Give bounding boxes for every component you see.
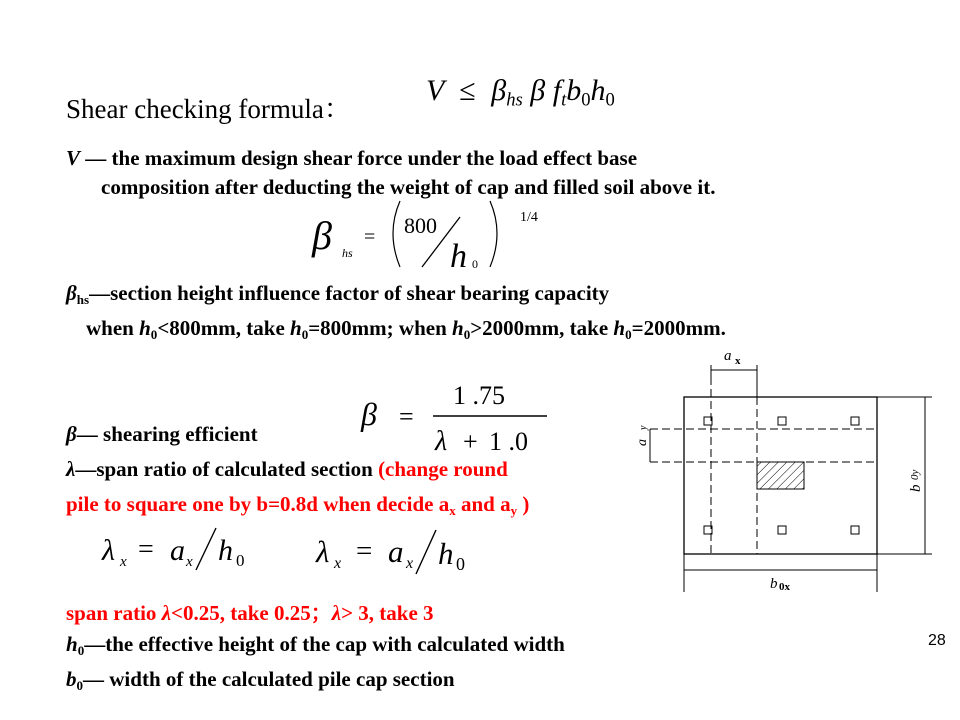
b0y-label: b bbox=[908, 484, 924, 492]
lf1-lambda: λ bbox=[102, 534, 115, 567]
when-p3: =800mm; when bbox=[308, 316, 453, 340]
when-s4: 0 bbox=[625, 326, 632, 342]
beta-hs-formula-exp: 1/4 bbox=[520, 210, 538, 225]
lambda-line2-subx: x bbox=[449, 502, 456, 518]
lambda-symbol: λ bbox=[66, 457, 76, 481]
beta-hs-text: —section height influence factor of shear bearing capacity bbox=[89, 281, 610, 305]
b0-sub: 0 bbox=[76, 677, 84, 693]
lf1-h-sub: 0 bbox=[236, 551, 245, 570]
beta-hs-formula-eq: = bbox=[364, 226, 376, 248]
beta-hs-formula-num: 800 bbox=[404, 213, 437, 238]
lambda-red-text: (change round bbox=[378, 457, 508, 481]
pile-square bbox=[851, 417, 859, 425]
lambda-line2-end: ) bbox=[517, 492, 530, 516]
lambda-definition-line1 bbox=[66, 457, 508, 482]
beta-formula-den: 1 .0 bbox=[489, 427, 528, 456]
lf2-slash bbox=[416, 530, 436, 574]
ay-label-sub: y bbox=[638, 425, 649, 430]
beta-formula-beta: β bbox=[361, 396, 377, 432]
lambda-line2-suby: y bbox=[510, 502, 518, 518]
right-paren bbox=[490, 201, 497, 267]
formula-v: V bbox=[426, 74, 444, 107]
lf2-eq: = bbox=[356, 535, 373, 567]
when-p1: when bbox=[86, 316, 140, 340]
beta-hs-formula bbox=[300, 195, 560, 275]
lambda-definition-line2 bbox=[66, 492, 529, 519]
lf1-slash bbox=[196, 528, 216, 570]
beta-formula bbox=[355, 378, 565, 458]
formula-f-sub: t bbox=[561, 89, 567, 111]
ay-label: a bbox=[635, 439, 650, 446]
span-a: span ratio bbox=[66, 601, 162, 625]
beta-hs-formula-sub: hs bbox=[342, 246, 353, 260]
beta-hs-formula-den-sub: 0 bbox=[472, 257, 478, 271]
span-lam2: λ bbox=[331, 601, 342, 625]
when-h2: h bbox=[290, 316, 302, 340]
b0y-label-sub: 0y bbox=[909, 469, 921, 480]
formula-leq: ≤ bbox=[459, 74, 476, 107]
span-lam1: λ bbox=[161, 601, 172, 625]
lf1-a: a bbox=[170, 534, 185, 567]
formula-beta-hs-sub: hs bbox=[506, 89, 523, 111]
when-h3: h bbox=[452, 316, 464, 340]
main-shear-formula bbox=[426, 74, 615, 112]
b0-definition bbox=[66, 667, 455, 694]
lf2-h: h bbox=[438, 536, 454, 571]
v-def-text1: — the maximum design shear force under the load effect base bbox=[80, 146, 638, 170]
slide-title: Shear checking formula： bbox=[66, 94, 351, 124]
when-line bbox=[86, 316, 726, 343]
lambda-formula-1 bbox=[98, 522, 268, 582]
beta-text: — shearing efficient bbox=[76, 422, 258, 446]
beta-hs-definition bbox=[66, 281, 609, 308]
v-symbol: V bbox=[66, 146, 81, 170]
pile-square bbox=[778, 417, 786, 425]
lambda-text: —span ratio of calculated section bbox=[75, 457, 379, 481]
beta-formula-lambda: λ bbox=[435, 426, 448, 457]
column-hatched bbox=[757, 462, 804, 489]
ax-label-sub: x bbox=[735, 355, 741, 367]
pile-square bbox=[851, 526, 859, 534]
span-c: > 3, take 3 bbox=[341, 601, 434, 625]
formula-h-sub: 0 bbox=[605, 89, 615, 111]
beta-formula-plus: + bbox=[463, 427, 478, 456]
lambda-line2-a: pile to square one by b=0.8d when decide a bbox=[66, 492, 450, 516]
when-h1: h bbox=[139, 316, 151, 340]
beta-symbol: β bbox=[66, 422, 77, 446]
lf2-a: a bbox=[388, 534, 404, 569]
when-h4: h bbox=[613, 316, 626, 340]
beta-hs-sub: hs bbox=[76, 291, 90, 307]
when-p5: =2000mm. bbox=[631, 316, 726, 340]
span-b: <0.25, take 0.25； bbox=[171, 601, 332, 625]
pile-square bbox=[778, 526, 786, 534]
b0-text: — width of the calculated pile cap section bbox=[83, 667, 455, 691]
beta-hs-formula-beta: β bbox=[312, 213, 332, 258]
formula-h: h bbox=[590, 74, 606, 107]
left-paren bbox=[393, 201, 400, 267]
lf2-h-sub: 0 bbox=[456, 554, 465, 574]
beta-hs-formula-den: h bbox=[450, 238, 467, 275]
b0-symbol: b bbox=[66, 667, 77, 691]
lf2-a-sub: x bbox=[406, 555, 414, 572]
h0-sub: 0 bbox=[77, 642, 85, 658]
formula-beta-hs: β bbox=[491, 74, 507, 107]
v-definition-line1 bbox=[66, 146, 637, 171]
v-definition-line2: composition after deducting the weight of cap and filled soil above it. bbox=[101, 175, 716, 199]
when-s3: 0 bbox=[463, 326, 471, 342]
formula-f: f bbox=[552, 74, 562, 107]
lf1-h: h bbox=[218, 534, 233, 567]
when-p2: <800mm, take bbox=[157, 316, 291, 340]
pile-cap-diagram bbox=[620, 340, 950, 600]
h0-text: —the effective height of the cap with calculated width bbox=[84, 632, 565, 656]
formula-beta: β bbox=[530, 74, 546, 107]
span-ratio-rule bbox=[66, 597, 434, 627]
ax-label: a bbox=[724, 348, 732, 364]
lambda-line2-mid: and a bbox=[455, 492, 511, 516]
formula-b-sub: 0 bbox=[581, 89, 591, 111]
when-p4: >2000mm, take bbox=[470, 316, 614, 340]
lf1-sub: x bbox=[120, 554, 127, 570]
b0x-label-sub: 0x bbox=[779, 581, 790, 593]
lf1-eq: = bbox=[138, 534, 154, 565]
lf2-sub: x bbox=[334, 555, 342, 572]
h0-symbol: h bbox=[66, 632, 78, 656]
b0x-label: b bbox=[770, 576, 778, 592]
page-number: 28 bbox=[928, 632, 946, 649]
lf2-lambda: λ bbox=[316, 534, 330, 569]
h0-definition bbox=[66, 632, 565, 659]
beta-definition bbox=[66, 422, 258, 447]
beta-formula-num: 1 .75 bbox=[453, 381, 505, 410]
when-s2: 0 bbox=[301, 326, 309, 342]
formula-b: b bbox=[566, 74, 582, 107]
beta-hs-symbol: β bbox=[66, 281, 77, 305]
when-s1: 0 bbox=[150, 326, 158, 342]
lf1-a-sub: x bbox=[186, 554, 193, 570]
beta-formula-eq: = bbox=[399, 402, 414, 431]
lambda-formula-2 bbox=[312, 524, 492, 584]
